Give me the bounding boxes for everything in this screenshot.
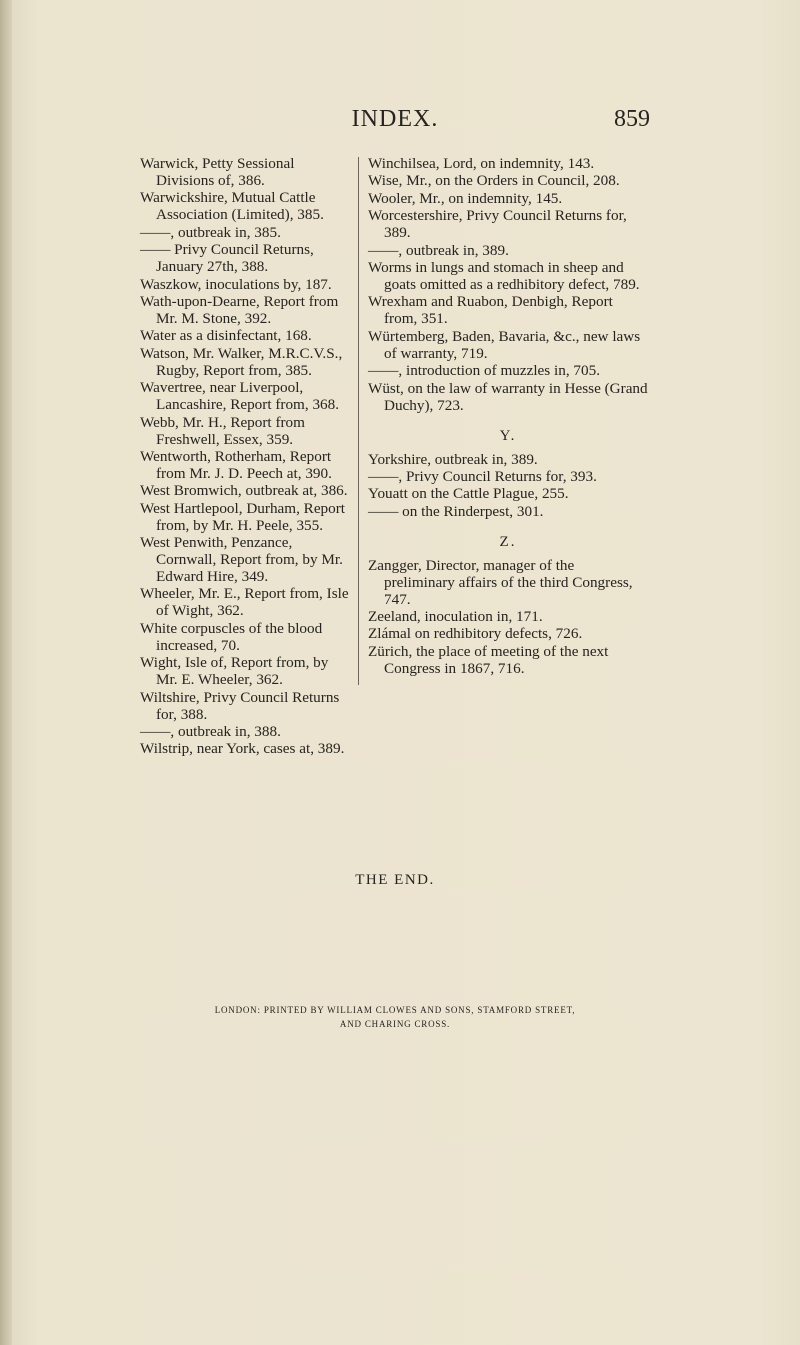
index-entry: ——, outbreak in, 385. xyxy=(140,223,281,241)
index-entry: Zeeland, inoculation in, 171. xyxy=(368,608,543,626)
imprint-line-2: AND CHARING CROSS. xyxy=(339,1019,451,1029)
the-end-text: THE END. xyxy=(355,872,435,888)
index-entry: Wath-upon-Dearne, Report from Mr. M. Stone, 392. xyxy=(140,292,339,327)
index-entry: Worcestershire, Privy Council Returns for, 389. xyxy=(368,207,627,242)
index-entry: Yorkshire, outbreak in, 389. xyxy=(368,450,538,468)
index-entry: Wight, Isle of, Report from, by Mr. E. Wheeler, 362. xyxy=(140,654,329,689)
index-entry: ——, Privy Council Returns for, 393. xyxy=(368,467,597,485)
index-entry: Waszkow, inoculations by, 187. xyxy=(140,275,332,293)
index-entry: West Hartlepool, Durham, Report from, by Mr. H. Peele, 355. xyxy=(140,499,346,534)
running-header xyxy=(140,100,650,140)
index-entry: —— Privy Council Returns, January 27th, 388. xyxy=(140,241,314,276)
index-entry: Wooler, Mr., on indemnity, 145. xyxy=(368,189,563,207)
page-number: 859 xyxy=(614,106,650,132)
column-divider xyxy=(358,157,359,685)
index-entry: Warwickshire, Mutual Cattle Association (Limited), 385. xyxy=(140,189,324,224)
index-entry: Wrexham and Ruabon, Denbigh, Report from, 351. xyxy=(368,293,613,328)
index-entry: Watson, Mr. Walker, M.R.C.V.S., Rugby, Report from, 385. xyxy=(140,344,343,379)
printer-imprint xyxy=(140,1003,650,1031)
index-entry: Zangger, Director, manager of the preliminary affairs of the third Congress, 747. xyxy=(368,556,633,608)
section-letter-y: Y. xyxy=(499,427,517,444)
index-entry: West Penwith, Penzance, Cornwall, Report from, by Mr. Edward Hire, 349. xyxy=(140,534,343,586)
index-entry: —— on the Rinderpest, 301. xyxy=(368,502,544,520)
index-column-left xyxy=(140,155,350,758)
index-entry: ——, outbreak in, 388. xyxy=(140,723,281,741)
index-entry: Worms in lungs and stomach in sheep and goats omitted as a redhibitory defect, 789. xyxy=(368,258,640,293)
index-entry: ——, outbreak in, 389. xyxy=(368,241,509,259)
index-entry: Zürich, the place of meeting of the next Congress in 1867, 716. xyxy=(368,642,609,677)
index-entry: Webb, Mr. H., Report from Freshwell, Essex, 359. xyxy=(140,413,305,448)
index-entry: Wheeler, Mr. E., Report from, Isle of Wight, 362. xyxy=(140,585,349,620)
index-entry: Würtemberg, Baden, Bavaria, &c., new laws of warranty, 719. xyxy=(368,327,641,362)
index-entry: Wilstrip, near York, cases at, 389. xyxy=(140,740,345,758)
index-entry: Winchilsea, Lord, on indemnity, 143. xyxy=(368,155,595,172)
page-spine-shadow xyxy=(0,0,12,1345)
imprint-line-1: LONDON: PRINTED BY WILLIAM CLOWES AND SONS, STAMFORD STREET, xyxy=(214,1005,576,1015)
index-entry: Wavertree, near Liverpool, Lancashire, Report from, 368. xyxy=(140,379,340,414)
index-group-z xyxy=(368,557,648,677)
index-column-right xyxy=(368,155,648,677)
page-title: INDEX. xyxy=(351,106,439,132)
index-entry: Warwick, Petty Sessional Divisions of, 386. xyxy=(140,155,295,189)
index-entry: Zlámal on redhibitory defects, 726. xyxy=(368,625,583,643)
index-entry: Wise, Mr., on the Orders in Council, 208. xyxy=(368,172,620,190)
index-entry: ——, introduction of muzzles in, 705. xyxy=(368,362,600,380)
index-entry: Water as a disinfectant, 168. xyxy=(140,327,312,345)
index-group-y xyxy=(368,451,648,520)
index-entry: Wentworth, Rotherham, Report from Mr. J. D. Peech at, 390. xyxy=(140,447,332,482)
index-entry: Wüst, on the law of warranty in Hesse (Grand Duchy), 723. xyxy=(368,379,648,414)
index-entry: White corpuscles of the blood increased, 70. xyxy=(140,619,323,654)
section-letter-z: Z. xyxy=(499,533,517,550)
index-entry: Youatt on the Cattle Plague, 255. xyxy=(368,485,569,503)
index-entry: West Bromwich, outbreak at, 386. xyxy=(140,482,348,500)
index-group-w-continued xyxy=(368,155,648,414)
index-entry: Wiltshire, Privy Council Returns for, 388. xyxy=(140,688,340,723)
